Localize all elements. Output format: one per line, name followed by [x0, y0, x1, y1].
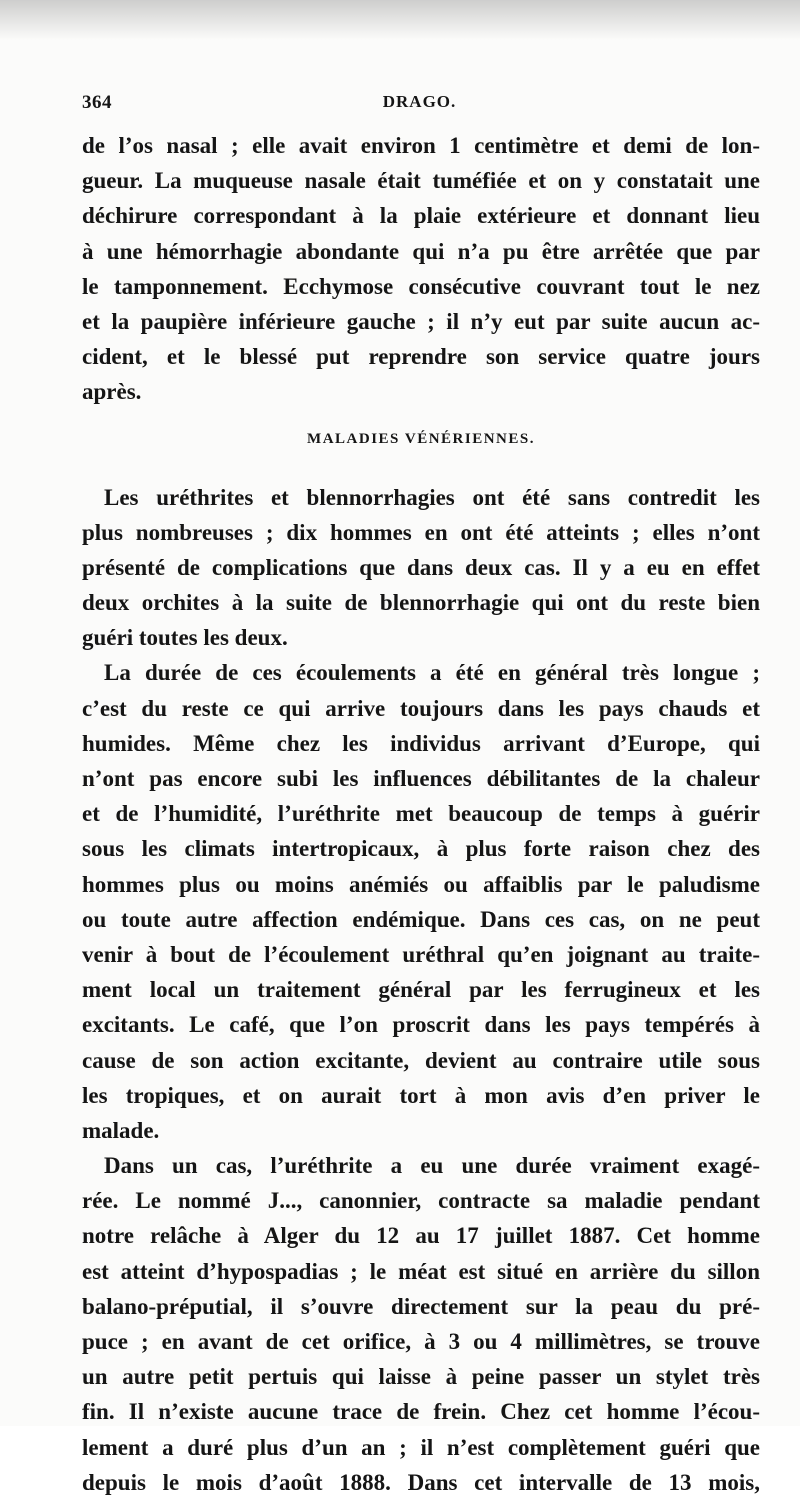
text-line: lement a duré plus d’un an ; il n’est complètement guéri que [82, 1434, 760, 1460]
text-line: La durée de ces écoulements a été en général très longue ; [104, 660, 760, 686]
text-line: n’ont pas encore subi les influences débilitantes de la chaleur [82, 766, 760, 791]
paragraph-4 [82, 1148, 760, 1500]
section-gap [82, 468, 760, 480]
text-line: cident, et le blessé put reprendre son service quatre jours [82, 344, 760, 370]
text-line: est atteint d’hypospadias ; le méat est situé en arrière du sillon [82, 1258, 760, 1284]
text-line: balano-préputial, il s’ouvre directement sur la peau du pré- [82, 1293, 760, 1319]
text-line: depuis le mois d’août 1888. Dans cet intervalle de 13 mois, [82, 1469, 760, 1495]
text-line: notre relâche à Alger du 12 au 17 juillet 1887. Cet homme [82, 1223, 760, 1249]
text-line: un autre petit pertuis qui laisse à peine passer un stylet très [82, 1364, 760, 1390]
text-line: Les uréthrites et blennorrhagies ont été sans contredit les [104, 484, 760, 510]
text-line: sous les climats intertropicaux, à plus forte raison chez des [82, 836, 760, 862]
text-line: ment local un traitement général par les ferrugineux et les [82, 977, 760, 1003]
text-line: de l’os nasal ; elle avait environ 1 centimètre et demi de lon- [82, 133, 760, 158]
text-line: hommes plus ou moins anémiés ou affaiblis par le paludisme [82, 871, 760, 897]
text-line: à une hémorrhagie abondante qui n’a pu être arrêtée que par [82, 238, 760, 264]
text-line: puce ; en avant de cet orifice, à 3 ou 4 millimètres, se trouve [82, 1329, 760, 1354]
text-line: humides. Même chez les individus arrivant d’Europe, qui [82, 730, 760, 756]
text-line: Dans un cas, l’uréthrite a eu une durée vraiment exagé- [104, 1153, 760, 1179]
text-line: après. [82, 379, 142, 405]
body-text [82, 128, 760, 1500]
text-line: c’est du reste ce qui arrive toujours dans les pays chauds et [82, 695, 760, 721]
text-line: fin. Il n’existe aucune trace de frein. Chez cet homme l’écou- [82, 1399, 760, 1425]
text-line: venir à bout de l’écoulement uréthral qu’en joignant au traite- [82, 941, 760, 967]
text-line: les tropiques, et on aurait tort à mon avis d’en priver le [82, 1082, 760, 1108]
text-line: et de l’humidité, l’uréthrite met beaucoup de temps à guérir [82, 801, 760, 827]
text-line: déchirure correspondant à la plaie extérieure et donnant lieu [82, 203, 760, 229]
text-line: le tamponnement. Ecchymose consécutive couvrant tout le nez [82, 273, 760, 299]
text-line: excitants. Le café, que l’on proscrit dans les pays tempérés à [82, 1012, 760, 1038]
paragraph-3 [82, 655, 760, 1148]
page-number: 364 [82, 92, 112, 113]
text-line: malade. [82, 1117, 160, 1143]
text-line: deux orchites à la suite de blennorrhagie qui ont du reste bien [82, 590, 760, 616]
text-line: gueur. La muqueuse nasale était tuméfiée et on y constatait une [82, 168, 760, 194]
text-line: guéri toutes les deux. [82, 625, 288, 651]
text-line: plus nombreuses ; dix hommes en ont été atteints ; elles n’ont [82, 519, 760, 545]
text-line: cause de son action excitante, devient au contraire utile sous [82, 1047, 760, 1073]
running-title: DRAGO. [382, 92, 457, 111]
text-line: et la paupière inférieure gauche ; il n’y eut par suite aucun ac- [82, 308, 760, 334]
paragraph-2 [82, 480, 760, 656]
text-line: rée. Le nommé J..., canonnier, contracte sa maladie pendant [82, 1188, 760, 1214]
page-header [82, 92, 757, 122]
text-line: ou toute autre affection endémique. Dans ces cas, on ne peut [82, 906, 760, 932]
section-heading: MALADIES VÉNÉRIENNES. [307, 430, 535, 447]
text-line: présenté de complications que dans deux cas. Il y a eu en effet [82, 554, 760, 580]
scan-shadow [0, 0, 800, 40]
paragraph-1 [82, 128, 760, 410]
